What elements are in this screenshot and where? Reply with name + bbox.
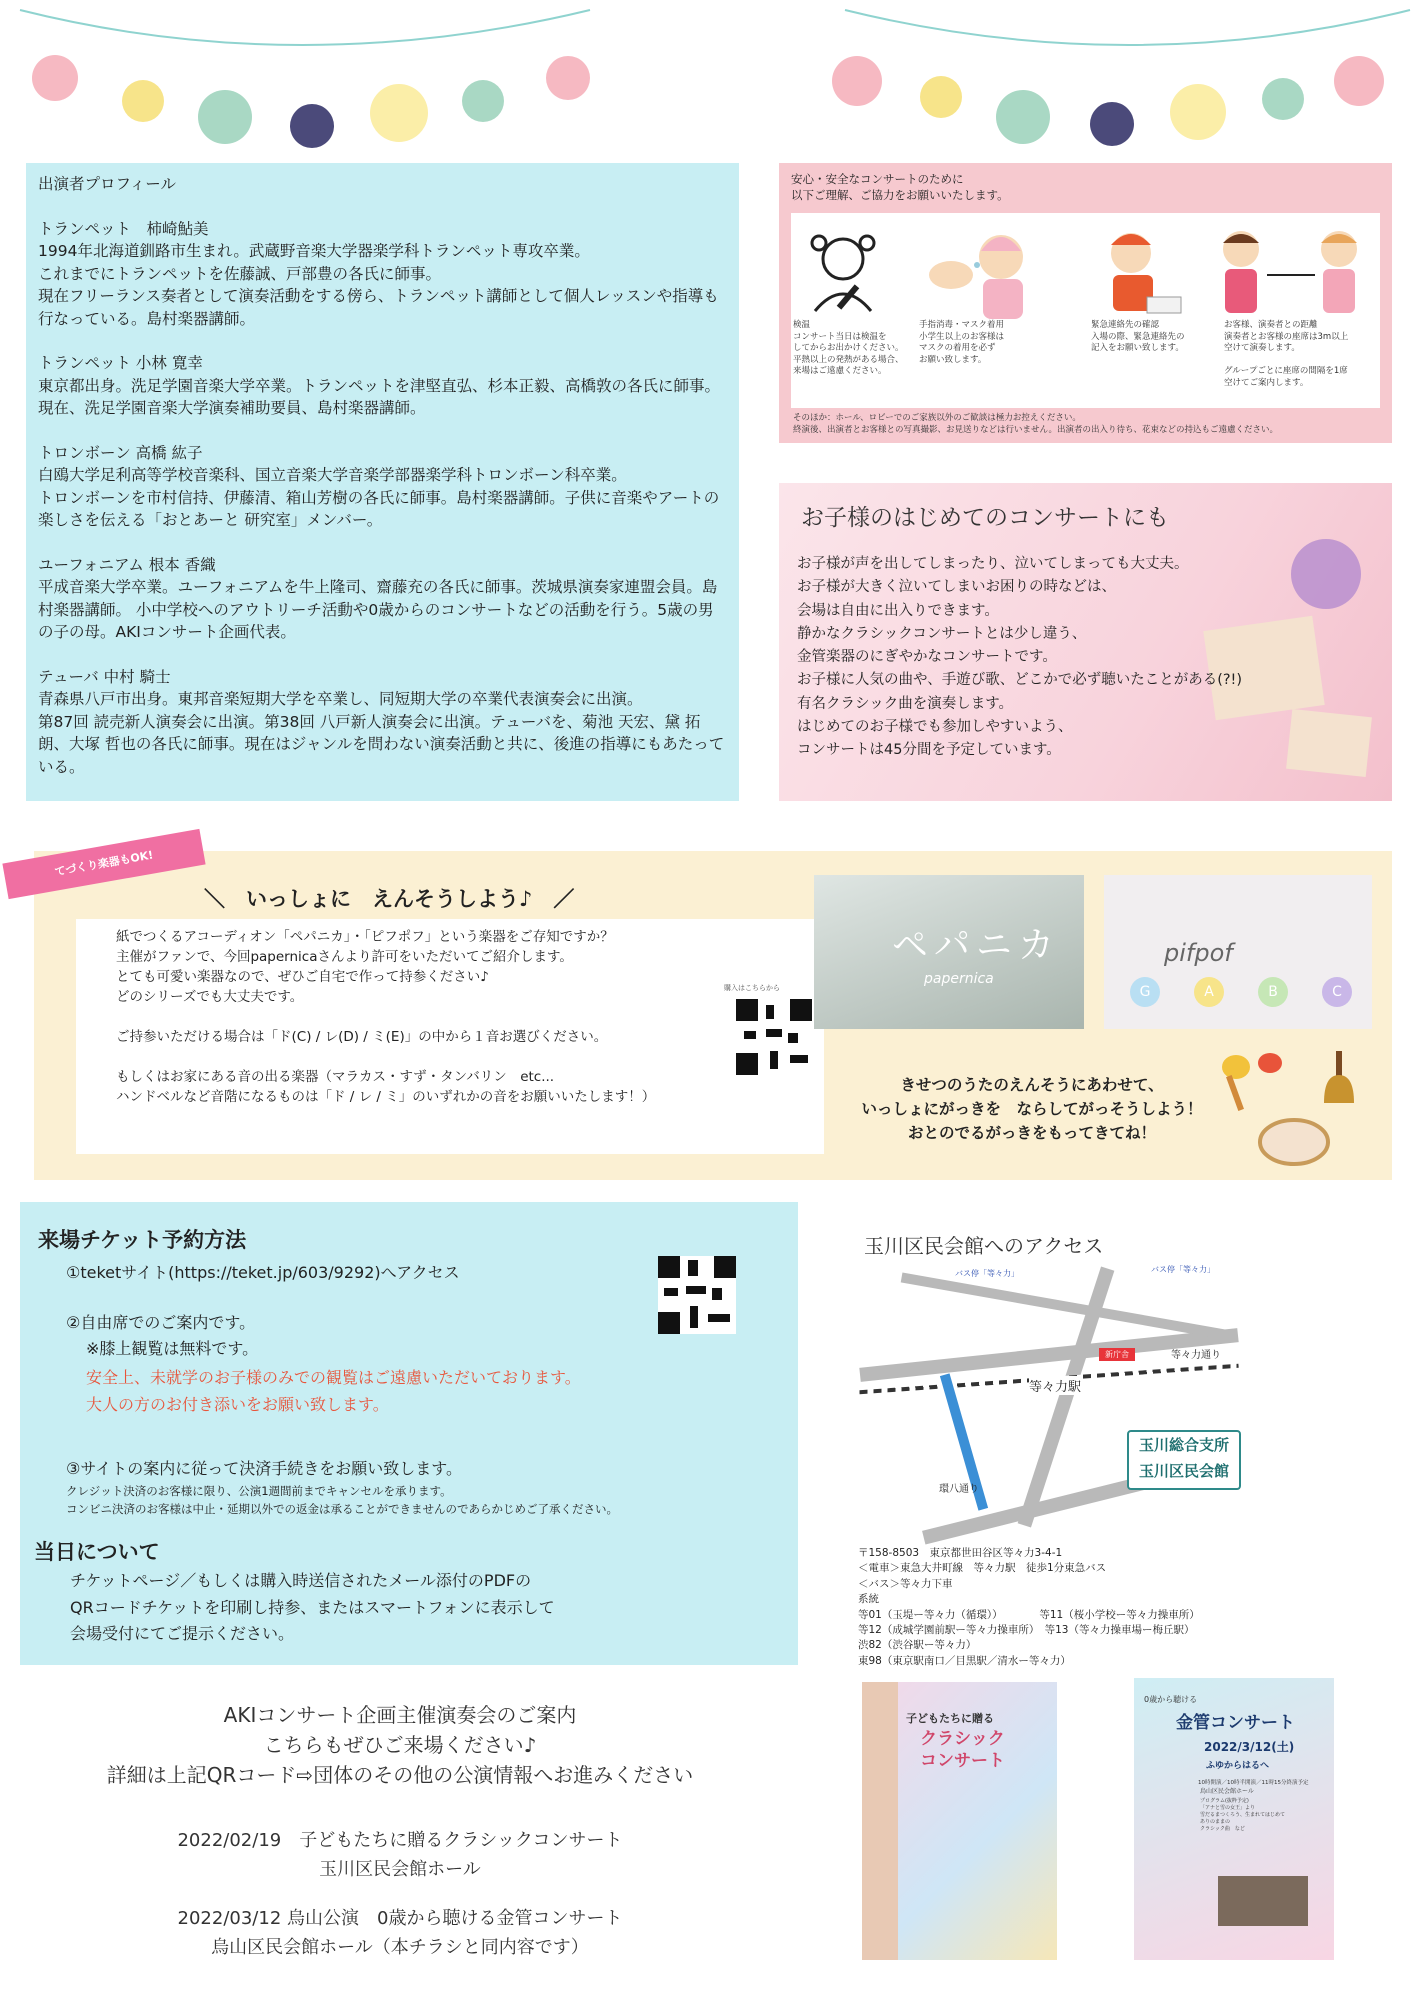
map-label-new-building: 新庁舎 xyxy=(1099,1348,1135,1361)
classic-concert-flyer[interactable] xyxy=(862,1682,1057,1960)
flyer2-subtitle: ふゆからはるへ xyxy=(1206,1761,1270,1771)
performer-name: ユーフォニアム 根本 香織 xyxy=(38,555,216,574)
pompom xyxy=(1170,84,1226,140)
papernica-photo-subtitle: papernica xyxy=(924,971,994,987)
flyer2-title: 金管コンサート xyxy=(1176,1713,1295,1733)
ticket-step-2: ②自由席でのご案内です。 xyxy=(66,1313,256,1332)
map-label-street2: 環八通り xyxy=(939,1484,979,1495)
performer-entry xyxy=(38,442,727,532)
tambourine-icon xyxy=(1254,1113,1334,1171)
flyer1-title: クラシック コンサート xyxy=(920,1729,1005,1771)
ticket-step-3-notes: クレジット決済のお客様に限り、公演1週間前までキャンセルを承ります。 コンビニ決済のお客様は中止・延期以外での返金は承ることができませんのであらかじめご了承ください。 xyxy=(66,1484,618,1516)
writing-child-icon xyxy=(1091,223,1191,323)
pompom xyxy=(996,90,1050,144)
safety-item-distance: お客様、演奏者との距離 演奏者とお客様の座席は3m以上 空けて演奏します。 グループごとに座席の間隔を1席 空けてご案内します。 xyxy=(1224,320,1349,388)
map-label-station: 等々力駅 xyxy=(1029,1376,1081,1395)
pifpof-photo-title: pifpof xyxy=(1164,939,1233,967)
pompom xyxy=(1090,102,1134,146)
maraca-icon xyxy=(1214,1047,1294,1117)
map-label-bus2: バス停「等々力」 xyxy=(1151,1265,1215,1274)
papernica-photo xyxy=(814,875,1084,1029)
flyer2-program: プログラム(抜粋予定) 「アナと雪の女王」より 雪だるまつくろう、生まれてはじめて ありのままの クラシック曲 など xyxy=(1200,1798,1286,1832)
venue-name-line2: 玉川区民会館 xyxy=(1138,1462,1229,1480)
performer-entry xyxy=(38,666,727,779)
access-details: 〒158-8503 東京都世田谷区等々力3-4-1 ＜電車＞東急大井町線 等々力駅 徒歩1分東急バス ＜バス＞等々力下車 系統 等01（玉堤ー等々力（循環）） 等11（桜小学校ー等々力操車所） 等12（成城学園前駅ー等々力操車所） 等13（等々力操車場ー梅丘駅） 渋82（渋谷駅ー等々力） 東98（東京駅南口／目黒駅／清水ー等々力） xyxy=(858,1547,1200,1667)
flyer-photo-column xyxy=(862,1682,898,1960)
safety-footer: そのほか：ホール、ロビーでのご家族以外のご歓談は極力お控えください。 終演後、出演者とお客様との写真撮影、お見送りなどは行いません。出演者の出入り待ち、花束などの持込もご遠慮ください。 xyxy=(793,413,1279,435)
venue-name-line1: 玉川総合支所 xyxy=(1138,1436,1229,1454)
performer-entry xyxy=(38,554,727,644)
flyer2-venue: 烏山区民会館ホール xyxy=(1200,1788,1254,1795)
safety-guidelines-panel xyxy=(779,163,1392,443)
pifpof-key: B xyxy=(1258,977,1288,1007)
venue-marker[interactable] xyxy=(1127,1430,1241,1490)
kids-body: お子様が声を出してしまったり、泣いてしまっても大丈夫。 お子様が大きく泣いてしまいお困りの時などは、 会場は自由に出入りできます。 静かなクラシックコンサートとは少し違う、 金管楽器のにぎやかなコンサートです。 お子様に人気の曲や、手遊び歌、どこかで必ず聴いたことがある(?!) 有名クラシック曲を演奏します。 はじめてのお子様でも参加しやすいよう、 コンサートは45分間を予定しています。 xyxy=(797,556,1243,759)
play-together-section xyxy=(34,851,1392,1180)
handbell-icon xyxy=(1314,1047,1364,1117)
safety-item-sanitize: 手指消毒・マスク着用 小学生以上のお客様は マスクの着用を必ず お願い致します。 xyxy=(919,320,1005,365)
profile-heading: 出演者プロフィール xyxy=(38,175,176,193)
safety-item-temperature: 検温 コンサート当日は検温を してからお出かけください。 平熱以上の発熱がある場合、 来場はご遠慮ください。 xyxy=(793,320,904,376)
pifpof-key: A xyxy=(1194,977,1224,1007)
hand-sanitizer-icon xyxy=(921,223,1041,323)
performer-name: トランペット 小林 寛幸 xyxy=(38,354,203,372)
teket-qr-code[interactable] xyxy=(658,1256,736,1334)
safety-intro: 安心・安全なコンサートのために 以下ご理解、ご協力をお願いいたします。 xyxy=(791,172,1009,202)
flyer2-date: 2022/3/12(土) xyxy=(1204,1740,1295,1754)
aki-intro: AKIコンサート企画主催演奏会のご案内 こちらもぜひご来場ください♪ 詳細は上記QRコード⇨団体のその他の公演情報へお進みください xyxy=(106,1703,694,1787)
pompom xyxy=(546,56,590,100)
access-heading: 玉川区民会館へのアクセス xyxy=(864,1234,1104,1258)
pompom xyxy=(462,80,504,122)
pompom xyxy=(122,80,164,122)
performer-name: トロンボーン 高橋 紘子 xyxy=(38,443,203,462)
pompom xyxy=(32,55,78,101)
pifpof-photo xyxy=(1104,875,1372,1029)
performer-entry xyxy=(38,352,727,420)
papernica-qr-code[interactable] xyxy=(736,999,812,1075)
pompom xyxy=(370,84,428,142)
day-heading: 当日について xyxy=(34,1540,160,1564)
performer-bio: 1994年北海道釧路市生まれ。武蔵野音楽大学器楽学科トランペット専攻卒業。 これまでにトランペットを佐藤誠、戸部豊の各氏に師事。 現在フリーランス奏者として演奏活動をする傍ら、トランペット講師として個人レッスンや指導も行なっている。島村楽器講師。 xyxy=(38,242,719,328)
flyer2-times: 10時開演／10時半開演／11時15分終演予定 xyxy=(1198,1780,1309,1786)
pifpof-key: C xyxy=(1322,977,1352,1007)
pompom xyxy=(290,104,334,148)
papernica-photo-title: ペパニカ xyxy=(892,925,1061,966)
performer-bio: 東京都出身。洗足学園音楽大学卒業。トランペットを津堅直弘、杉本正毅、高橋敦の各氏に師事。現在、洗足学園音楽大学演奏補助要員、島村楽器講師。 xyxy=(38,376,721,417)
aki-event-1: 2022/02/19 子どもたちに贈るクラシックコンサート 玉川区民会館ホール xyxy=(177,1830,623,1880)
ticket-reservation-panel xyxy=(20,1202,798,1665)
ticket-step-2-note: ※膝上観覧は無料です。 xyxy=(86,1339,259,1358)
performer-bio: 青森県八戸市出身。東邦音楽短期大学を卒業し、同短期大学の卒業代表演奏会に出演。 第87回 読売新人演奏会に出演。第38回 八戸新人演奏会に出演。テューバを、菊池 天宏、黛 拓朗、大塚 哲也の各氏に師事。現在はジャンルを問わない演奏活動と共に、後進の指導にもあたっている。 xyxy=(38,690,725,776)
ticket-heading: 来場チケット予約方法 xyxy=(38,1228,247,1252)
flyer2-small-title: 0歳から聴ける xyxy=(1144,1695,1198,1704)
performer-bio: 白鴎大学足利高等学校音楽科、国立音楽大学音楽学部器楽学科トロンボーン科卒業。 トロンボーンを市村信持、伊藤清、箱山芳樹の各氏に師事。島村楽器講師。子供に音楽やアートの楽しさを伝える「おとあーと 研究室」メンバー。 xyxy=(38,466,720,529)
pompom xyxy=(1334,56,1384,106)
day-instructions: チケットページ／もしくは購入時送信されたメール添付のPDFの QRコードチケットを印刷し持参、またはスマートフォンに表示して 会場受付にてご提示ください。 xyxy=(70,1571,555,1643)
aki-event-2: 2022/03/12 烏山公演 0歳から聴ける金管コンサート 烏山区民会館ホール（本チラシと同内容です） xyxy=(177,1908,623,1958)
distance-icon xyxy=(1211,219,1371,323)
papernica-note-box xyxy=(76,919,824,1154)
performer-entry xyxy=(38,218,727,331)
map-label-bus1: バス停「等々力」 xyxy=(955,1269,1019,1278)
map-road xyxy=(901,1273,1238,1342)
ticket-warning: 安全上、未就学のお子様のみでの観覧はご遠慮いただいております。 大人の方のお付き添いをお願い致します。 xyxy=(86,1368,581,1414)
ticket-step-1: ①teketサイト(https://teket.jp/603/9292)へアクセス xyxy=(66,1263,460,1282)
brass-concert-flyer[interactable] xyxy=(1134,1678,1334,1960)
performer-name: トランペット 柿崎鮎美 xyxy=(38,219,209,238)
kids-heading: お子様のはじめてのコンサートにも xyxy=(801,505,1169,531)
safety-item-emergency-contact: 緊急連絡先の確認 入場の際、緊急連絡先の 記入をお願い致します。 xyxy=(1091,320,1185,353)
ticket-step-3: ③サイトの案内に従って決済手続きをお願い致します。 xyxy=(66,1459,462,1478)
pompom xyxy=(920,76,962,118)
access-map[interactable] xyxy=(859,1262,1239,1532)
pompom xyxy=(198,90,252,144)
flyer1-small-title: 子どもたちに贈る xyxy=(906,1712,994,1725)
section-heading: ＼ いっしょに えんそうしよう♪ ／ xyxy=(204,887,575,911)
kid-message: きせつのうたのえんそうにあわせて、 いっしょにがっきを ならしてがっそうしよう！ おとのでるがっきをもってきてね！ xyxy=(861,1076,1203,1142)
thermometer-girl-icon xyxy=(805,223,885,313)
pompom xyxy=(1262,78,1304,120)
papernica-description: 紙でつくるアコーディオン「ペパニカ」・「ピフポフ」という楽器をご存知ですか？ 主催がファンで、今回papernicaさんより許可をいただいてご紹介します。 とても可愛い楽器なので、ぜひご自宅で作って持参ください♪ どのシリーズでも大丈夫です。 ご持参いただける場合は「ド(C) / レ(D) / ミ(E)」の中から１音お選びください。 もしくはお家にある音の出る楽器（マラカス・すず・タンバリン etc... ハンドベルなど音階になるものは「ド / レ / ミ」のいずれかの音をお願いいたします！） xyxy=(116,929,656,1105)
performer-name: テューバ 中村 騎士 xyxy=(38,667,171,686)
pompom xyxy=(832,56,882,106)
ribbon-text: てづくり楽器もOK! xyxy=(53,848,155,879)
first-concert-panel xyxy=(779,483,1392,801)
qr-caption: 購入はこちらから xyxy=(724,984,780,992)
performer-bio: 平成音楽大学卒業。ユーフォニアムを牛上隆司、齋藤充の各氏に師事。茨城県演奏家連盟会員。島村楽器講師。 小中学校へのアウトリーチ活動や0歳からのコンサートなどの活動を行う。5歳の男の子の母。AKIコンサート企画代表。 xyxy=(38,578,718,641)
map-label-street1: 等々力通り xyxy=(1171,1350,1221,1361)
pifpof-key: G xyxy=(1130,977,1160,1007)
flyer2-performer-photo xyxy=(1218,1876,1308,1926)
performer-profile-panel xyxy=(26,163,739,801)
